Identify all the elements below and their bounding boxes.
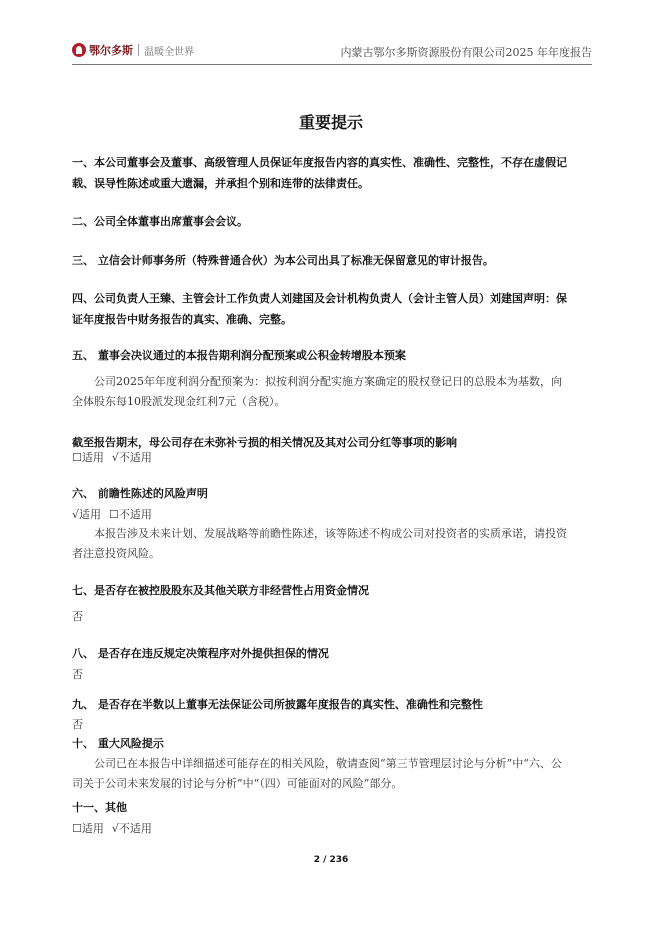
section-10-body: 公司已在本报告中详细描述可能存在的相关风险，敬请查阅“第三节管理层讨论与分析”中“六、公司关于公司未来发展的讨论与分析”中“（四）可能面对的风险”部分。 xyxy=(72,757,562,790)
section-6-title: 六、 前瞻性陈述的风险声明 xyxy=(72,487,208,500)
section-4: 四、公司负责人王臻、主管会计工作负责人刘建国及会计机构负责人（会计主管人员）刘建国声明：保证年度报告中财务报告的真实、准确、完整。 xyxy=(72,292,567,326)
section-5-body: 公司2025年年度利润分配预案为：拟按利润分配实施方案确定的股权登记日的总股本为基数，向全体股东每10股派发现金红利7元（含税）。 xyxy=(72,375,562,408)
section-7-title: 七、是否存在被控股股东及其他关联方非经营性占用资金情况 xyxy=(72,584,369,597)
page-number: 2 / 236 xyxy=(313,855,349,865)
logo-icon xyxy=(72,43,86,57)
section-10-title: 十、 重大风险提示 xyxy=(72,737,164,750)
report-title: 内蒙古鄂尔多斯资源股份有限公司2025 年年度报告 xyxy=(340,46,592,59)
option-not-applicable: √不适用 xyxy=(111,451,152,464)
section-1: 一、本公司董事会及董事、高级管理人员保证年度报告内容的真实性、准确性、完整性，不存在虚假记载、误导性陈述或重大遗漏，并承担个别和连带的法律责任。 xyxy=(72,156,567,190)
section-6-options xyxy=(72,506,152,524)
page-header xyxy=(72,40,592,65)
section-2: 二、公司全体董事出席董事会会议。 xyxy=(72,215,248,228)
section-11-options xyxy=(72,820,152,838)
option-not-applicable: √不适用 xyxy=(111,822,152,835)
option-applicable: ☐适用 xyxy=(72,451,104,464)
section-9-answer: 否 xyxy=(72,718,83,731)
option-not-applicable: ☐不适用 xyxy=(109,508,152,521)
section-3: 三、 立信会计师事务所（特殊普通合伙）为本公司出具了标准无保留意见的审计报告。 xyxy=(72,254,494,267)
company-logo xyxy=(72,42,194,58)
section-8-answer: 否 xyxy=(72,668,83,681)
section-6-body: 本报告涉及未来计划、发展战略等前瞻性陈述，该等陈述不构成公司对投资者的实质承诺，请投资者注意投资风险。 xyxy=(72,527,567,560)
logo-divider xyxy=(138,44,139,56)
section-5-title: 五、 董事会决议通过的本报告期利润分配预案或公积金转增股本预案 xyxy=(72,349,406,362)
page-title: 重要提示 xyxy=(298,113,363,132)
logo-text: 鄂尔多斯 xyxy=(89,44,133,57)
section-9-title: 九、 是否存在半数以上董事无法保证公司所披露年度报告的真实性、准确性和完整性 xyxy=(72,698,483,711)
section-5-extra-options xyxy=(72,449,152,467)
option-applicable: √适用 xyxy=(72,508,102,521)
section-11-title: 十一、其他 xyxy=(72,801,127,814)
section-5-extra-title: 截至报告期末，母公司存在未弥补亏损的相关情况及其对公司分红等事项的影响 xyxy=(72,436,457,449)
option-applicable: ☐适用 xyxy=(72,822,104,835)
section-7-answer: 否 xyxy=(72,610,83,623)
section-8-title: 八、 是否存在违反规定决策程序对外提供担保的情况 xyxy=(72,647,329,660)
logo-slogan: 温暖全世界 xyxy=(144,46,194,58)
